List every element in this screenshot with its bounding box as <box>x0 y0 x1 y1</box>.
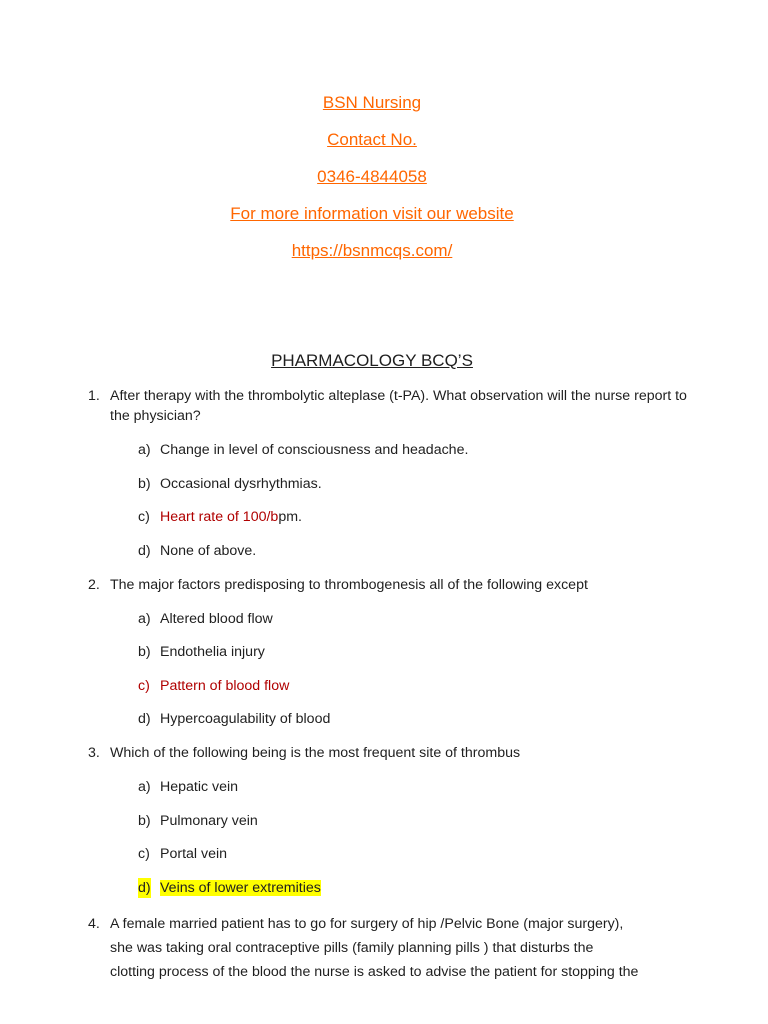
question-text-line-2: she was taking oral contraceptive pills (family planning pills ) that disturbs the <box>110 939 594 956</box>
option-text: Hepatic vein <box>160 779 239 795</box>
question-text-line-3: clotting process of the blood the nurse is asked to advise the patient for stopping the <box>110 963 639 980</box>
option-label: b) <box>138 644 151 660</box>
info-text-link[interactable]: For more information visit our website <box>230 204 514 223</box>
option-list <box>110 440 688 561</box>
option-label: c) <box>138 677 150 694</box>
option-text: Change in level of consciousness and headache. <box>160 442 469 458</box>
contact-label-link[interactable]: Contact No. <box>327 130 417 149</box>
option-text: Altered blood flow <box>160 610 273 627</box>
option-label: c) <box>138 846 150 862</box>
question-4 <box>88 912 688 984</box>
option-d <box>110 709 688 729</box>
website-link[interactable]: https://bsnmcqs.com/ <box>291 241 453 260</box>
option-d <box>110 541 688 561</box>
answer-text-highlighted: Heart rate of 100/b <box>160 509 279 525</box>
question-number: 2. <box>88 576 100 593</box>
option-list <box>110 609 688 730</box>
question-3 <box>88 743 688 898</box>
answer-text-highlighted: Veins of lower extremities <box>160 879 321 896</box>
question-2 <box>88 575 688 730</box>
option-b <box>110 642 688 662</box>
option-label: d) <box>138 711 151 727</box>
option-c-answer <box>110 507 688 527</box>
option-label: b) <box>138 812 151 829</box>
option-text: Occasional dysrhythmias. <box>160 475 322 492</box>
question-number: 3. <box>88 745 100 761</box>
option-d-answer <box>110 878 688 898</box>
option-label: a) <box>138 610 151 627</box>
option-label: a) <box>138 779 151 795</box>
option-b <box>110 811 688 831</box>
option-text: Hypercoagulability of blood <box>160 711 331 727</box>
option-text: Pulmonary vein <box>160 812 258 829</box>
option-a <box>110 609 688 629</box>
option-text: Endothelia injury <box>160 644 265 660</box>
phone-number-link[interactable]: 0346-4844058 <box>317 167 427 186</box>
option-text-rest: pm. <box>278 509 302 525</box>
option-label: d) <box>138 542 151 559</box>
answer-text-highlighted: Pattern of blood flow <box>160 677 290 694</box>
option-a <box>110 777 688 797</box>
option-text: None of above. <box>160 542 257 559</box>
question-text: Which of the following being is the most frequent site of thrombus <box>110 745 521 761</box>
brand-title-link[interactable]: BSN Nursing <box>322 93 422 112</box>
question-list <box>88 386 688 984</box>
option-b <box>110 474 688 494</box>
option-c-answer <box>110 676 688 696</box>
question-text: The major factors predisposing to thrombogenesis all of the following except <box>110 576 588 593</box>
document-title: PHARMACOLOGY BCQ’S <box>271 351 473 370</box>
question-number: 1. <box>88 388 100 404</box>
question-number: 4. <box>88 915 100 932</box>
question-1 <box>88 386 688 561</box>
question-text-line-1: A female married patient has to go for surgery of hip /Pelvic Bone (major surgery), <box>110 915 624 932</box>
option-label: b) <box>138 475 151 492</box>
option-label: a) <box>138 442 151 458</box>
contact-header <box>0 91 744 276</box>
option-text: Portal vein <box>160 846 228 862</box>
question-text: After therapy with the thrombolytic alteplase (t-PA). What observation will the nurse report to the physician? <box>110 388 687 424</box>
option-c <box>110 844 688 864</box>
option-a <box>110 440 688 460</box>
option-label-highlighted: d) <box>138 879 151 896</box>
option-label: c) <box>138 509 150 525</box>
option-list <box>110 777 688 898</box>
